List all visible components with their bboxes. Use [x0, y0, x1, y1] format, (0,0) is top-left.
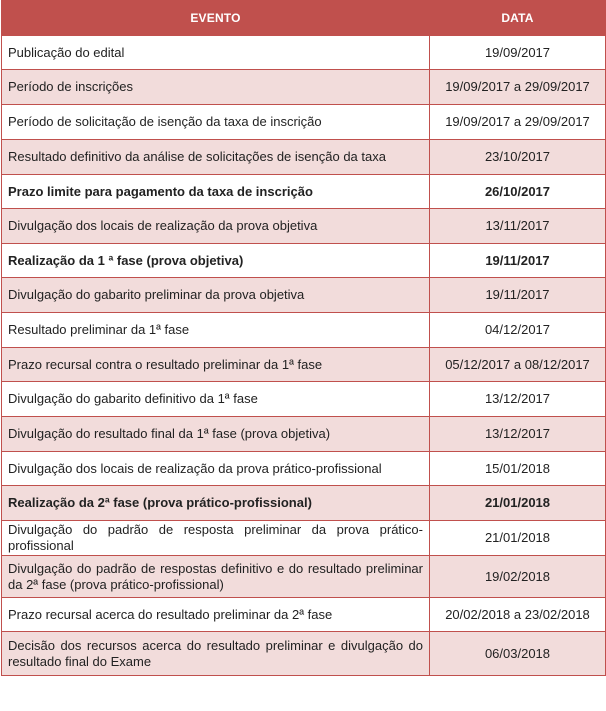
table-row	[2, 417, 606, 452]
table-row	[2, 598, 606, 632]
header-event: EVENTO	[2, 1, 430, 36]
date-cell: 19/09/2017	[430, 36, 606, 70]
table-row	[2, 36, 606, 70]
event-cell: Divulgação dos locais de realização da prova objetiva	[2, 209, 430, 244]
table-row	[2, 313, 606, 348]
date-cell: 05/12/2017 a 08/12/2017	[430, 348, 606, 382]
event-cell: Período de solicitação de isenção da taxa de inscrição	[2, 105, 430, 140]
header-date: DATA	[430, 1, 606, 36]
date-cell: 06/03/2018	[430, 632, 606, 676]
table-row	[2, 521, 606, 556]
table-row	[2, 348, 606, 382]
date-cell: 21/01/2018	[430, 486, 606, 521]
header-row	[2, 1, 606, 36]
table-row	[2, 382, 606, 417]
event-cell: Decisão dos recursos acerca do resultado preliminar e divulgação do resultado final do Exame	[2, 632, 430, 676]
date-cell: 15/01/2018	[430, 452, 606, 486]
schedule-table	[1, 0, 606, 676]
event-cell: Realização da 2ª fase (prova prático-profissional)	[2, 486, 430, 521]
table-row	[2, 486, 606, 521]
date-cell: 04/12/2017	[430, 313, 606, 348]
date-cell: 13/12/2017	[430, 382, 606, 417]
event-cell: Publicação do edital	[2, 36, 430, 70]
table-row	[2, 556, 606, 598]
table-row	[2, 140, 606, 175]
table-row	[2, 209, 606, 244]
event-cell: Divulgação do padrão de respostas definitivo e do resultado preliminar da 2ª fase (prova prático-profissional)	[2, 556, 430, 598]
event-cell: Prazo recursal contra o resultado preliminar da 1ª fase	[2, 348, 430, 382]
date-cell: 19/11/2017	[430, 278, 606, 313]
table-row	[2, 70, 606, 105]
table-row	[2, 175, 606, 209]
event-cell: Divulgação do resultado final da 1ª fase (prova objetiva)	[2, 417, 430, 452]
date-cell: 19/11/2017	[430, 244, 606, 278]
date-cell: 21/01/2018	[430, 521, 606, 556]
date-cell: 19/09/2017 a 29/09/2017	[430, 70, 606, 105]
event-cell: Prazo recursal acerca do resultado preliminar da 2ª fase	[2, 598, 430, 632]
date-cell: 19/09/2017 a 29/09/2017	[430, 105, 606, 140]
table-header	[2, 1, 606, 36]
table-row	[2, 244, 606, 278]
date-cell: 19/02/2018	[430, 556, 606, 598]
date-cell: 20/02/2018 a 23/02/2018	[430, 598, 606, 632]
date-cell: 26/10/2017	[430, 175, 606, 209]
event-cell: Resultado preliminar da 1ª fase	[2, 313, 430, 348]
event-cell: Divulgação do padrão de resposta preliminar da prova prático-profissional	[2, 521, 430, 556]
table-body	[2, 36, 606, 676]
table-row	[2, 105, 606, 140]
event-cell: Divulgação dos locais de realização da prova prático-profissional	[2, 452, 430, 486]
event-cell: Resultado definitivo da análise de solicitações de isenção da taxa	[2, 140, 430, 175]
date-cell: 13/12/2017	[430, 417, 606, 452]
date-cell: 23/10/2017	[430, 140, 606, 175]
table-row	[2, 632, 606, 676]
event-cell: Prazo limite para pagamento da taxa de inscrição	[2, 175, 430, 209]
table-row	[2, 452, 606, 486]
event-cell: Divulgação do gabarito preliminar da prova objetiva	[2, 278, 430, 313]
date-cell: 13/11/2017	[430, 209, 606, 244]
table-row	[2, 278, 606, 313]
event-cell: Divulgação do gabarito definitivo da 1ª fase	[2, 382, 430, 417]
event-cell: Realização da 1 ª fase (prova objetiva)	[2, 244, 430, 278]
event-cell: Período de inscrições	[2, 70, 430, 105]
